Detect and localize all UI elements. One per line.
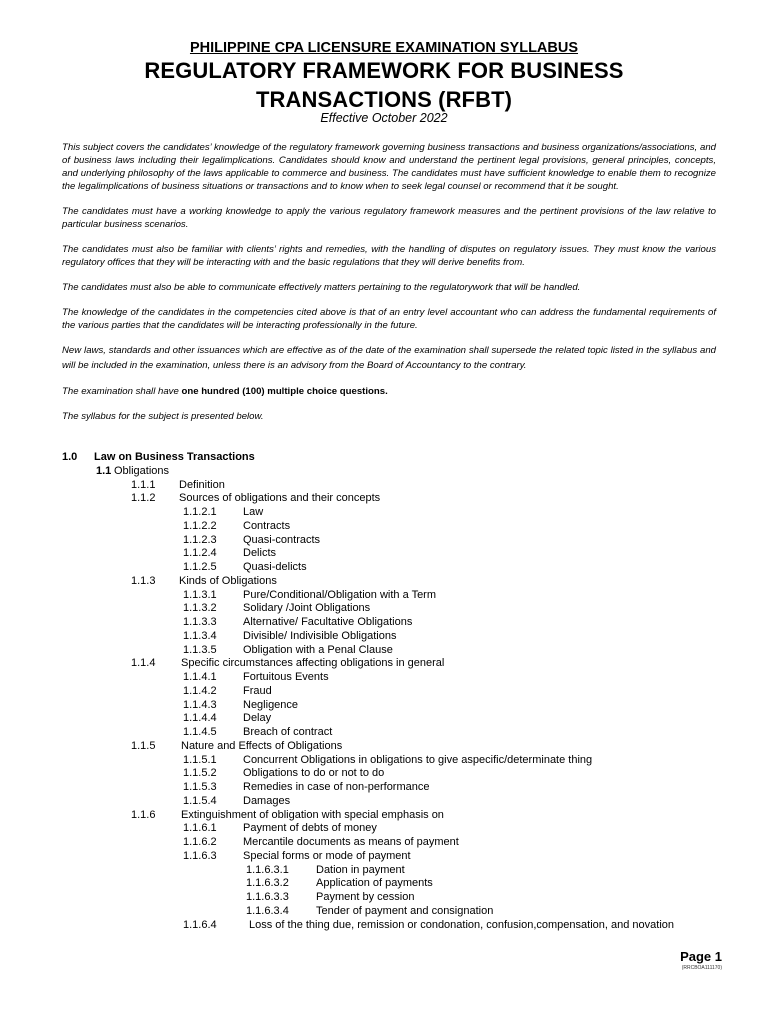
outline-item <box>0 711 768 725</box>
outline-item <box>0 698 768 712</box>
outline-number: 1.1.2.2 <box>183 519 217 532</box>
outline-text: Special forms or mode of payment <box>243 849 411 862</box>
outline-text: Specific circumstances affecting obligations in general <box>181 657 445 670</box>
outline-text: Tender of payment and consignation <box>316 904 494 917</box>
outline-item <box>0 739 768 753</box>
outline-item <box>0 670 768 684</box>
outline-item <box>0 876 768 890</box>
outline-text: Remedies in case of non-performance <box>243 781 430 793</box>
page-number: Page 1 <box>680 949 722 964</box>
outline-item <box>0 643 768 657</box>
outline-item <box>0 560 768 574</box>
outline-item <box>0 601 768 615</box>
outline-number: 1.1.4.1 <box>183 671 217 683</box>
intro-paragraph-2: The candidates must have a working knowledge to apply the various regulatory framework measures and the pertinent provisions of the law relative to particular business scenarios. <box>62 206 716 230</box>
subject-title <box>0 56 768 114</box>
outline-item <box>0 533 768 547</box>
outline-number: 1.1.2.3 <box>183 533 217 546</box>
outline-number: 1.1.4.5 <box>183 726 217 738</box>
outline-text: Obligations <box>114 464 170 477</box>
outline-item <box>0 808 768 822</box>
outline-item <box>0 918 768 932</box>
outline-item <box>0 574 768 588</box>
outline-item <box>0 835 768 849</box>
outline-item <box>0 519 768 533</box>
outline-text: Contracts <box>243 519 291 532</box>
subject-title-line1: REGULATORY FRAMEWORK FOR BUSINESS <box>144 58 624 83</box>
outline-text: Payment of debts of money <box>243 822 377 835</box>
intro-section <box>62 141 716 435</box>
outline-text: Mercantile documents as means of payment <box>243 836 459 848</box>
outline-text: Delicts <box>243 547 277 560</box>
outline-number: 1.1.4.3 <box>183 698 217 711</box>
outline-number: 1.1.6.3.1 <box>246 863 289 876</box>
outline-number: 1.1.3.2 <box>183 602 217 615</box>
outline-number: 1.0 <box>62 451 78 463</box>
outline-number: 1.1.1 <box>131 478 156 491</box>
outline-text: Nature and Effects of Obligations <box>181 739 343 752</box>
outline-item <box>0 794 768 808</box>
outline-text: Obligation with a Penal Clause <box>243 643 393 656</box>
intro-paragraph-7 <box>62 385 716 398</box>
outline-item <box>0 464 768 478</box>
outline-number: 1.1.2 <box>131 492 156 505</box>
outline-number: 1.1.3.5 <box>183 643 217 656</box>
outline-number: 1.1.6.3.3 <box>246 891 289 903</box>
outline-number: 1.1.2.4 <box>183 547 217 560</box>
outline-number: 1.1.6.2 <box>183 836 217 848</box>
outline-item <box>0 890 768 904</box>
outline-item <box>0 615 768 629</box>
outline-text: Application of payments <box>316 877 433 890</box>
outline-text: Law <box>243 506 264 518</box>
outline-item <box>0 780 768 794</box>
outline-item <box>0 450 768 464</box>
outline-number: 1.1.6.1 <box>183 822 217 835</box>
intro-paragraph-1: This subject covers the candidates’ knowledge of the regulatory framework governing business transactions and business organizations/associations, and of business laws including their legalimplications. Candidates should know and understand the pertinent legal provisions, general principles, concepts, and underlying philosophy of the laws applicable to commerce and business. The candidates must have sufficient knowledge to enable them to recognize the legalimplications of business situations or transactions and to know when to seek legal counsel or recommend that it be sought. <box>62 142 716 192</box>
outline-text: Alternative/ Facultative Obligations <box>243 616 413 628</box>
outline-item <box>0 863 768 877</box>
intro-paragraph-4: The candidates must also be able to communicate effectively matters pertaining to the regulatorywork that will be handled. <box>62 282 581 293</box>
outline-number: 1.1.5.4 <box>183 794 217 807</box>
subject-title-line2: TRANSACTIONS (RFBT) <box>255 87 513 112</box>
outline-number: 1.1.3.3 <box>183 616 217 628</box>
outline-item <box>0 766 768 780</box>
outline-number: 1.1.3 <box>131 574 156 587</box>
intro-paragraph-8: The syllabus for the subject is presented below. <box>62 411 264 422</box>
outline-item <box>0 725 768 739</box>
outline-number: 1.1.3.4 <box>183 629 217 642</box>
intro-paragraph-3: The candidates must also be familiar with clients’ rights and remedies, with the handling of disputes on regulatory issues. They must know the various regulatory offices that they will be interacting with and the basic regulations that they will derive benefits from. <box>62 244 716 268</box>
outline-text: Payment by cession <box>316 891 415 903</box>
outline-text: Dation in payment <box>316 863 405 876</box>
outline-number: 1.1.5.3 <box>183 781 217 793</box>
outline-number: 1.1 <box>96 464 112 477</box>
outline-number: 1.1.6.4 <box>183 918 217 931</box>
outline-text: Breach of contract <box>243 726 333 738</box>
outline-item <box>0 904 768 918</box>
outline-text: Quasi-delicts <box>243 561 307 573</box>
outline-item <box>0 505 768 519</box>
outline-text: Pure/Conditional/Obligation with a Term <box>243 588 437 601</box>
outline-text: Extinguishment of obligation with special emphasis on <box>181 808 444 821</box>
outline-number: 1.1.3.1 <box>183 588 217 601</box>
outline-text: Fraud <box>243 684 272 697</box>
outline-number: 1.1.6.3.2 <box>246 877 289 890</box>
outline-number: 1.1.6 <box>131 808 156 821</box>
intro-paragraph-6: New laws, standards and other issuances which are effective as of the date of the examination shall supersede the related topic listed in the syllabus and will be included in the examination, unless there is an advisory from the Board of Accountancy to the contrary. <box>62 345 716 371</box>
outline-item <box>0 684 768 698</box>
outline-item <box>0 478 768 492</box>
outline-item <box>0 546 768 560</box>
outline-text: Divisible/ Indivisible Obligations <box>243 629 397 642</box>
outline-item <box>0 491 768 505</box>
outline-number: 1.1.5.1 <box>183 753 217 766</box>
outline-text: Sources of obligations and their concepts <box>179 492 381 505</box>
outline-text: Quasi-contracts <box>243 533 321 546</box>
outline-number: 1.1.4.2 <box>183 684 217 697</box>
outline-text: Kinds of Obligations <box>179 574 277 587</box>
outline-number: 1.1.2.1 <box>183 506 217 518</box>
exam-count-prefix: The examination shall have <box>62 386 182 397</box>
exam-count-bold: one hundred (100) multiple choice questions. <box>181 386 388 397</box>
outline-text: Delay <box>243 712 272 725</box>
outline-item <box>0 656 768 670</box>
exam-title: PHILIPPINE CPA LICENSURE EXAMINATION SYLLABUS <box>189 40 579 56</box>
outline-text: Law on Business Transactions <box>94 451 255 463</box>
outline-number: 1.1.2.5 <box>183 561 217 573</box>
outline-text: Solidary /Joint Obligations <box>243 602 371 615</box>
outline-number: 1.1.5 <box>131 739 156 752</box>
intro-paragraph-5: The knowledge of the candidates in the competencies cited above is that of an entry level accountant who can address the fundamental requirements of the various parties that the candidates will be interacting professionally in the future. <box>62 307 716 331</box>
effective-date: Effective October 2022 <box>320 111 448 125</box>
outline-text: Definition <box>179 478 225 491</box>
outline-text: Damages <box>243 794 291 807</box>
outline-text: Loss of the thing due, remission or condonation, confusion,compensation, and novation <box>249 918 674 931</box>
outline-text: Fortuitous Events <box>243 671 329 683</box>
outline-number: 1.1.6.3.4 <box>246 904 289 917</box>
outline-text: Concurrent Obligations in obligations to give aspecific/determinate thing <box>243 753 593 766</box>
outline-text: Negligence <box>243 698 299 711</box>
outline-number: 1.1.4.4 <box>183 712 217 725</box>
outline-number: 1.1.4 <box>131 657 156 670</box>
outline-number: 1.1.5.2 <box>183 767 217 780</box>
outline-item <box>0 849 768 863</box>
outline-number: 1.1.6.3 <box>183 849 217 862</box>
outline-item <box>0 629 768 643</box>
outline-text: Obligations to do or not to do <box>243 767 385 780</box>
document-code: (RRCBOA111170) <box>681 965 722 971</box>
outline-item <box>0 821 768 835</box>
outline-item <box>0 588 768 602</box>
outline-item <box>0 753 768 767</box>
